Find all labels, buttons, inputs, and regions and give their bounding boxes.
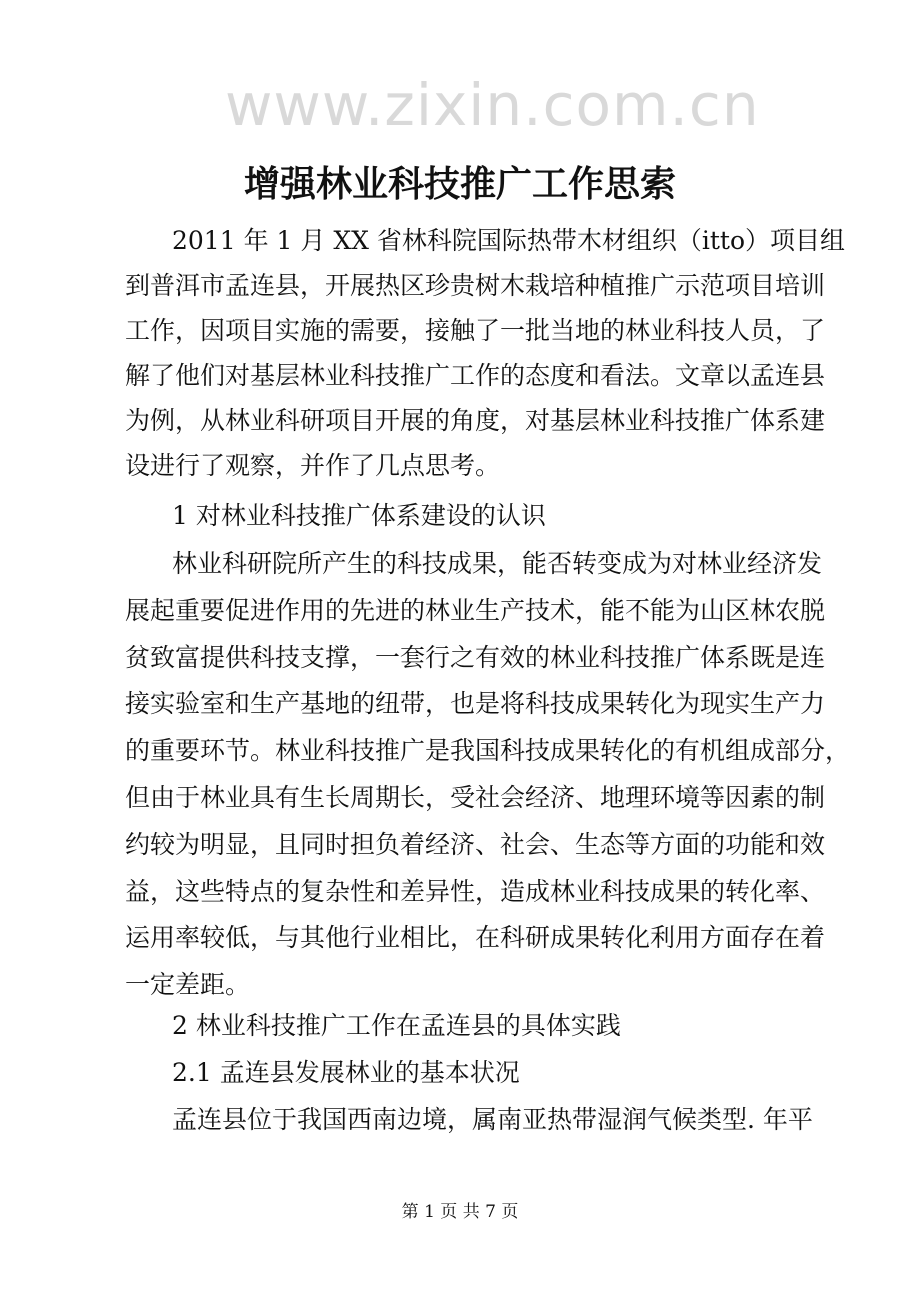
text-line: 的重要环节。林业科技推广是我国科技成果转化的有机组成部分， (125, 736, 851, 766)
text-line: 贫致富提供科技支撑，一套行之有效的林业科技推广体系既是连 (125, 642, 826, 672)
text-line: 但由于林业具有生长周期长，受社会经济、地理环境等因素的制 (125, 782, 826, 812)
text-line: 约较为明显，且同时担负着经济、社会、生态等方面的功能和效 (125, 829, 826, 859)
text-line: 益，这些特点的复杂性和差异性，造成林业科技成果的转化率、 (125, 876, 826, 906)
text-line: 工作，因项目实施的需要，接触了一批当地的林业科技人员，了 (125, 316, 826, 345)
heading-text: 1 对林业科技推广体系建设的认识 (172, 501, 546, 530)
document-title: 增强林业科技推广工作思索 (243, 164, 676, 205)
text-line: 展起重要促进作用的先进的林业生产技术，能不能为山区林农脱 (125, 595, 826, 625)
text-line: 到普洱市孟连县，开展热区珍贵树木栽培种植推广示范项目培训 (125, 271, 826, 300)
watermark: www.zixin.com.cn (225, 71, 760, 139)
paragraph-intro (125, 218, 845, 488)
text-line: 林业科研院所产生的科技成果，能否转变成为对林业经济发 (172, 549, 823, 578)
text-line: 2011 年 1 月 XX 省林科院国际热带木材组织（itto）项目组 (172, 226, 845, 255)
text-line: 孟连县位于我国西南边境，属南亚热带湿润气候类型. 年平 (172, 1105, 813, 1134)
heading-text: 2 林业科技推广工作在孟连县的具体实践 (172, 1011, 621, 1040)
text-line: 设进行了观察，并作了几点思考。 (125, 451, 501, 480)
heading-text: 2.1 孟连县发展林业的基本状况 (172, 1058, 520, 1087)
text-line: 接实验室和生产基地的纽带，也是将科技成果转化为现实生产力 (125, 689, 826, 719)
text-line: 运用率较低，与其他行业相比，在科研成果转化利用方面存在着 (125, 923, 826, 953)
paragraph-section-2-1 (125, 1097, 813, 1143)
text-line: 为例，从林业科研项目开展的角度，对基层林业科技推广体系建 (125, 406, 826, 435)
subsection-heading-2-1 (125, 1050, 800, 1096)
text-line: 解了他们对基层林业科技推广工作的态度和看法。文章以孟连县 (125, 361, 826, 390)
text-line: 一定差距。 (125, 970, 251, 1000)
page-number-footer: 第 1 页 共 7 页 (401, 1202, 519, 1222)
paragraph-section-1 (125, 541, 851, 1009)
section-heading-1 (125, 493, 800, 539)
section-heading-2 (125, 1003, 800, 1049)
